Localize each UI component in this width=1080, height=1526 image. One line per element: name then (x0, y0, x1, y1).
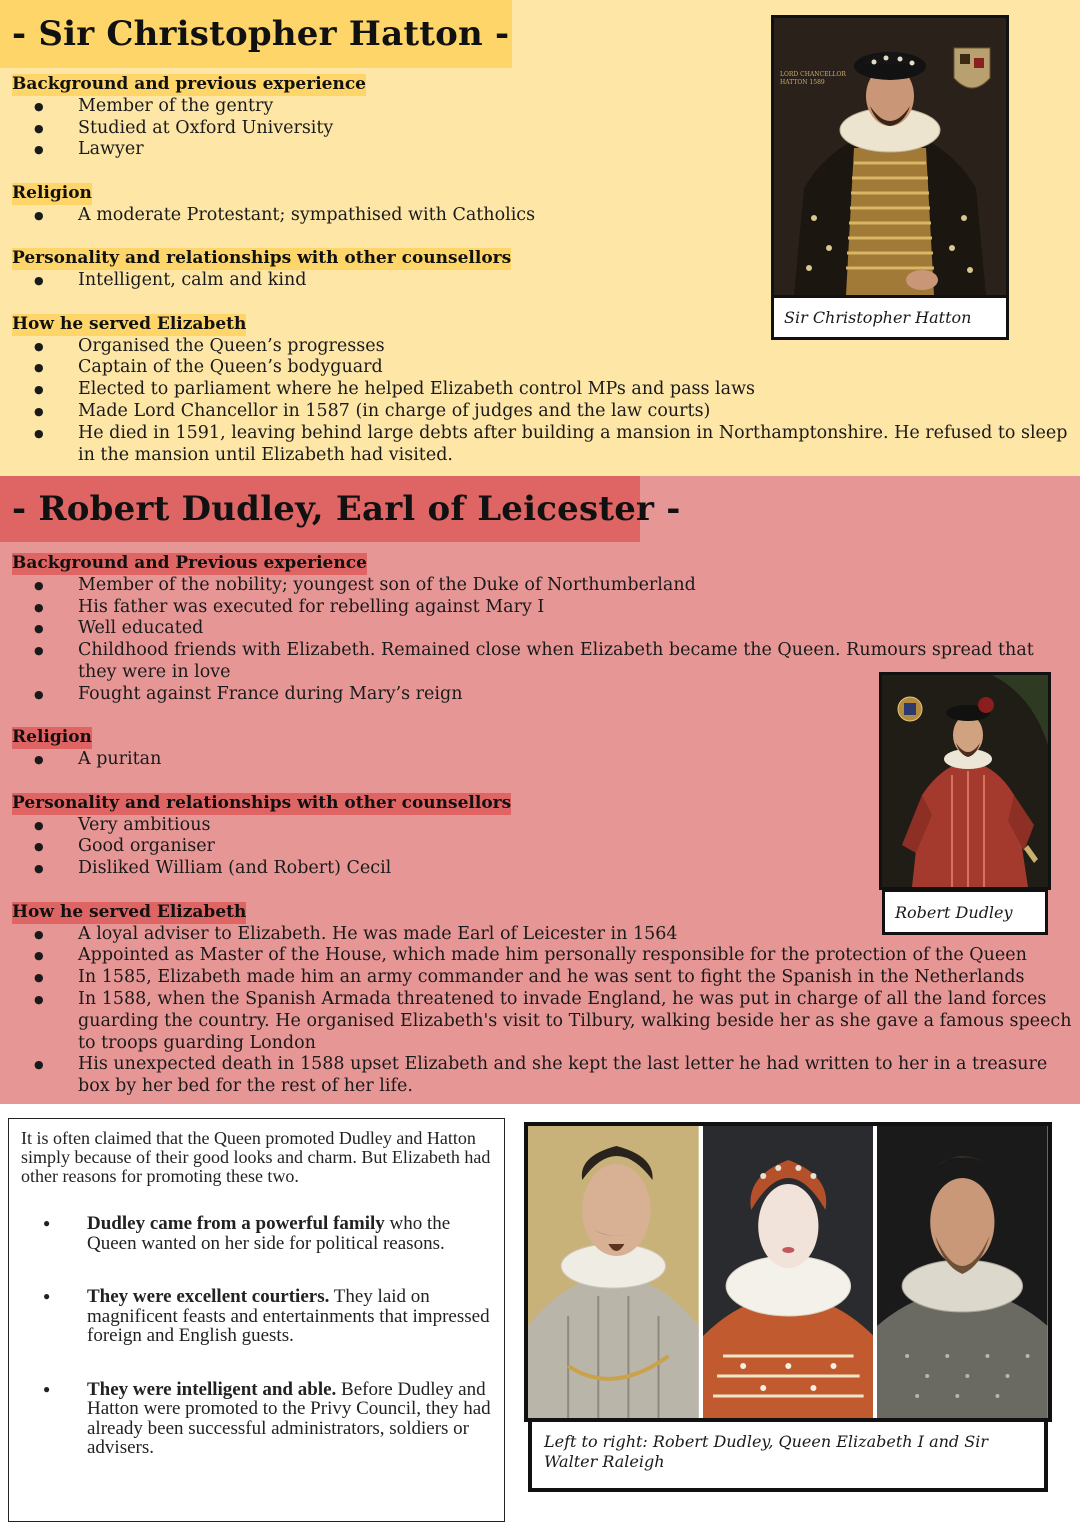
hatton-religion-heading: Religion (12, 182, 92, 203)
hatton-portrait (771, 15, 1009, 298)
dudley-served-list (12, 924, 1072, 1098)
portrait-robert-dudley (528, 1126, 699, 1418)
coat-of-arms-icon (954, 48, 990, 88)
list-item: ● Fought against France during Mary’s reign (12, 684, 1072, 706)
list-item: ● A puritan (12, 749, 1072, 771)
dudley-portrait-image (882, 675, 1048, 887)
dudley-section (0, 476, 1080, 1104)
svg-text:HATTON 1589: HATTON 1589 (780, 79, 825, 86)
list-item: ● His unexpected death in 1588 upset Elizabeth and she kept the last letter he had written to her in a treasure box by her bed for the rest of her life. (12, 1054, 1072, 1098)
dudley-served-heading: How he served Elizabeth (12, 901, 247, 922)
note-point-text: who the Queen wanted on her side for political reasons. (87, 1213, 451, 1254)
bottom-section (0, 1104, 1080, 1526)
hatton-section (0, 0, 1080, 476)
dudley-closeup-image (528, 1126, 699, 1418)
raleigh-closeup-image (877, 1126, 1048, 1418)
dudley-background-heading: Background and Previous experience (12, 553, 367, 573)
trio-caption (528, 1422, 1048, 1492)
list-item: ● A moderate Protestant; sympathised with Catholics (12, 205, 772, 227)
hatton-caption-text: Sir Christopher Hatton (784, 308, 972, 327)
list-item: ● Organised the Queen’s progresses (12, 336, 1072, 358)
list-item: ● Lawyer (12, 139, 772, 161)
list-item: ● A loyal adviser to Elizabeth. He was made Earl of Leicester in 1564 (12, 924, 1072, 946)
dudley-portrait (879, 672, 1051, 890)
note-intro: It is often claimed that the Queen promoted Dudley and Hatton simply because of their good looks and charm. But Elizabeth had other reasons for promoting these two. (21, 1128, 491, 1186)
note-point-bold: They were intelligent and able. (87, 1378, 337, 1400)
hatton-background-heading: Background and previous experience (12, 74, 366, 94)
hatton-portrait-caption (771, 295, 1009, 340)
portrait-queen-elizabeth (703, 1126, 874, 1418)
dudley-title: - Robert Dudley, Earl of Leicester - (12, 489, 681, 529)
dudley-portrait-caption (882, 889, 1048, 935)
dudley-religion-heading: Religion (12, 727, 92, 748)
dudley-personality-heading: Personality and relationships with other counsellors (12, 792, 512, 813)
elizabeth-closeup-image (703, 1126, 874, 1418)
list-item: ● Appointed as Master of the House, which made him personally responsible for the protection of the Queen (12, 945, 1072, 967)
note-point (21, 1287, 492, 1346)
note-point (21, 1214, 492, 1253)
list-item: ● He died in 1591, leaving behind large debts after building a mansion in Northamptonshire. He refused to sleep in the mansion until Elizabeth had visited. (12, 423, 1072, 467)
list-item: ● Well educated (12, 618, 1072, 640)
trio-caption-text: Left to right: Robert Dudley, Queen Elizabeth I and Sir Walter Raleigh (544, 1432, 988, 1471)
dudley-caption-text: Robert Dudley (895, 902, 1013, 922)
list-item: ● Member of the nobility; youngest son of the Duke of Northumberland (12, 575, 1072, 597)
list-item: ● Made Lord Chancellor in 1587 (in charge of judges and the law courts) (12, 401, 1072, 423)
hatton-personality-heading: Personality and relationships with other counsellors (12, 248, 512, 269)
hatton-title: - Sir Christopher Hatton - (12, 14, 510, 54)
note-points (21, 1214, 492, 1458)
list-item: ● Very ambitious (12, 815, 1072, 837)
list-item: ● Intelligent, calm and kind (12, 270, 772, 292)
note-point-text: They laid on magnificent feasts and entertainments that impressed foreign and English guests. (87, 1286, 490, 1346)
list-item: ● Studied at Oxford University (12, 118, 772, 140)
dudley-title-bar (0, 476, 681, 542)
hatton-served-heading: How he served Elizabeth (12, 313, 247, 334)
promotion-note-box (8, 1118, 505, 1522)
list-item: ● Member of the gentry (12, 96, 772, 118)
note-point (21, 1380, 492, 1458)
trio-portraits (524, 1122, 1052, 1422)
list-item: ● In 1585, Elizabeth made him an army commander and he was sent to fight the Spanish in the Netherlands (12, 967, 1072, 989)
list-item: ● Childhood friends with Elizabeth. Remained close when Elizabeth became the Queen. Rumours spread that they were in love (12, 640, 1072, 684)
list-item: ● Elected to parliament where he helped Elizabeth control MPs and pass laws (12, 379, 1072, 401)
hatton-served-list (12, 336, 1072, 467)
portrait-walter-raleigh (877, 1126, 1048, 1418)
hatton-portrait-image (774, 18, 1006, 295)
list-item: ● Captain of the Queen’s bodyguard (12, 357, 1072, 379)
hatton-title-bar (0, 0, 512, 68)
coat-of-arms-icon (898, 697, 922, 721)
list-item: ● Disliked William (and Robert) Cecil (12, 858, 1072, 880)
svg-text:LORD CHANCELLOR: LORD CHANCELLOR (780, 71, 846, 78)
note-point-text: Before Dudley and Hatton were promoted to the Privy Council, they had already been successful administrators, soldiers or advisers. (87, 1378, 491, 1458)
list-item: ● His father was executed for rebelling against Mary I (12, 597, 1072, 619)
list-item: ● In 1588, when the Spanish Armada threatened to invade England, he was put in charge of all the land forces guarding the country. He organised Elizabeth's visit to Tilbury, walking beside her as she gave a famous speech to troops guarding London (12, 989, 1072, 1054)
list-item: ● Good organiser (12, 836, 1072, 858)
note-point-bold: They were excellent courtiers. (87, 1286, 330, 1307)
note-point-bold: Dudley came from a powerful family (87, 1213, 385, 1234)
